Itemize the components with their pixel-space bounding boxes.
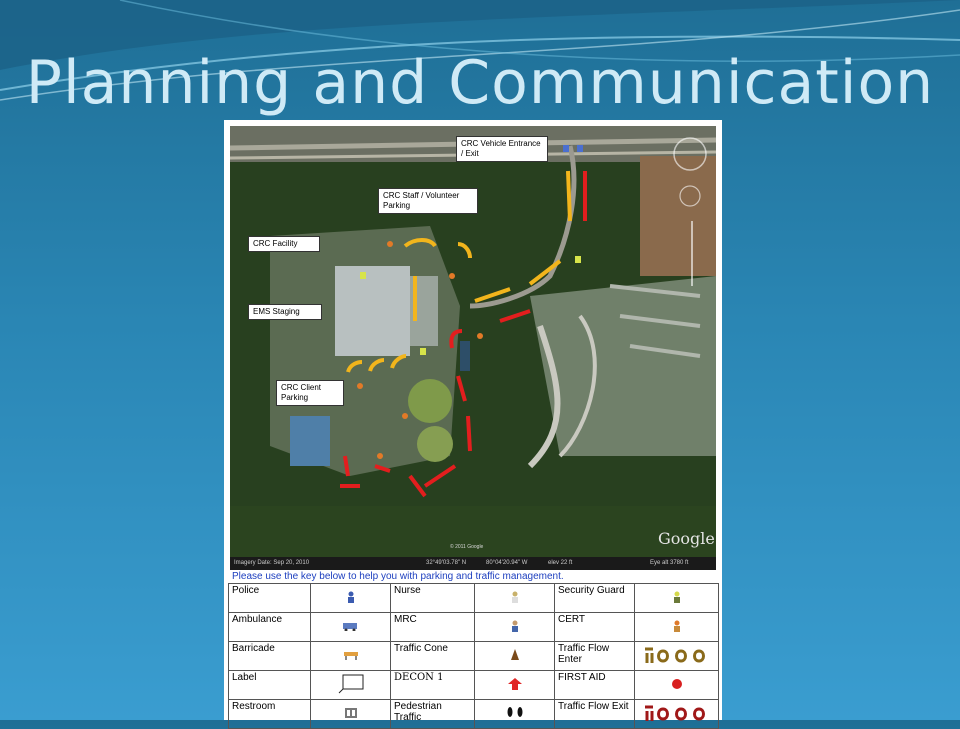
first-aid-icon	[635, 671, 719, 700]
nurse-icon	[475, 584, 555, 613]
legend-label: DECON 1	[391, 671, 475, 700]
callout-vehicle-entrance: CRC Vehicle Entrance / Exit	[456, 136, 548, 162]
elevation: elev 22 ft	[548, 560, 573, 566]
longitude: 80°04'20.94" W	[486, 560, 528, 566]
legend-row	[229, 671, 719, 700]
pedestrian-icon	[475, 700, 555, 729]
legend-label: Police	[229, 584, 311, 613]
legend-label: Pedestrian Traffic	[391, 700, 475, 729]
legend-label: Nurse	[391, 584, 475, 613]
slide-title: Planning and Communication	[25, 48, 935, 118]
callout-ems-staging: EMS Staging	[248, 304, 322, 320]
mrc-icon	[475, 613, 555, 642]
map-status-bar	[230, 557, 716, 570]
callout-client-parking: CRC Client Parking	[276, 380, 344, 406]
restroom-icon	[311, 700, 391, 729]
legend-label: Security Guard	[555, 584, 635, 613]
legend-row	[229, 700, 719, 729]
legend-label: MRC	[391, 613, 475, 642]
callout-facility: CRC Facility	[248, 236, 320, 252]
traffic-cone-icon	[475, 642, 555, 671]
legend-label: Traffic Cone	[391, 642, 475, 671]
ambulance-icon	[311, 613, 391, 642]
google-watermark: Google	[658, 529, 715, 548]
barricade-icon	[311, 642, 391, 671]
facility-building	[335, 266, 410, 356]
traffic-flow-enter-icon	[635, 642, 719, 671]
label-box-icon	[311, 671, 391, 700]
eye-altitude: Eye alt 3780 ft	[650, 560, 689, 566]
legend-label: Traffic Flow Exit	[555, 700, 635, 729]
security-guard-icon	[635, 584, 719, 613]
latitude: 32°49'03.78" N	[426, 560, 467, 566]
legend-label: CERT	[555, 613, 635, 642]
ball-field	[408, 379, 452, 423]
decon-icon	[475, 671, 555, 700]
callout-staff-parking: CRC Staff / Volunteer Parking	[378, 188, 478, 214]
legend-label: Ambulance	[229, 613, 311, 642]
brown-field	[640, 156, 716, 276]
legend-table	[228, 583, 719, 729]
key-note: Please use the key below to help you with parking and traffic management.	[232, 571, 564, 582]
legend-label: Barricade	[229, 642, 311, 671]
track	[290, 416, 330, 466]
legend-row	[229, 642, 719, 671]
legend-label: Label	[229, 671, 311, 700]
legend-label: Traffic Flow Enter	[555, 642, 635, 671]
imagery-date: Imagery Date: Sep 20, 2010	[234, 560, 310, 566]
satellite-map	[230, 126, 716, 570]
legend-label: Restroom	[229, 700, 311, 729]
traffic-flow-exit-icon	[635, 700, 719, 729]
police-icon	[311, 584, 391, 613]
legend-label: FIRST AID	[555, 671, 635, 700]
cert-icon	[635, 613, 719, 642]
legend-row	[229, 584, 719, 613]
legend-row	[229, 613, 719, 642]
site-plan-figure	[224, 120, 722, 723]
map-copyright: © 2011 Google	[450, 544, 484, 550]
